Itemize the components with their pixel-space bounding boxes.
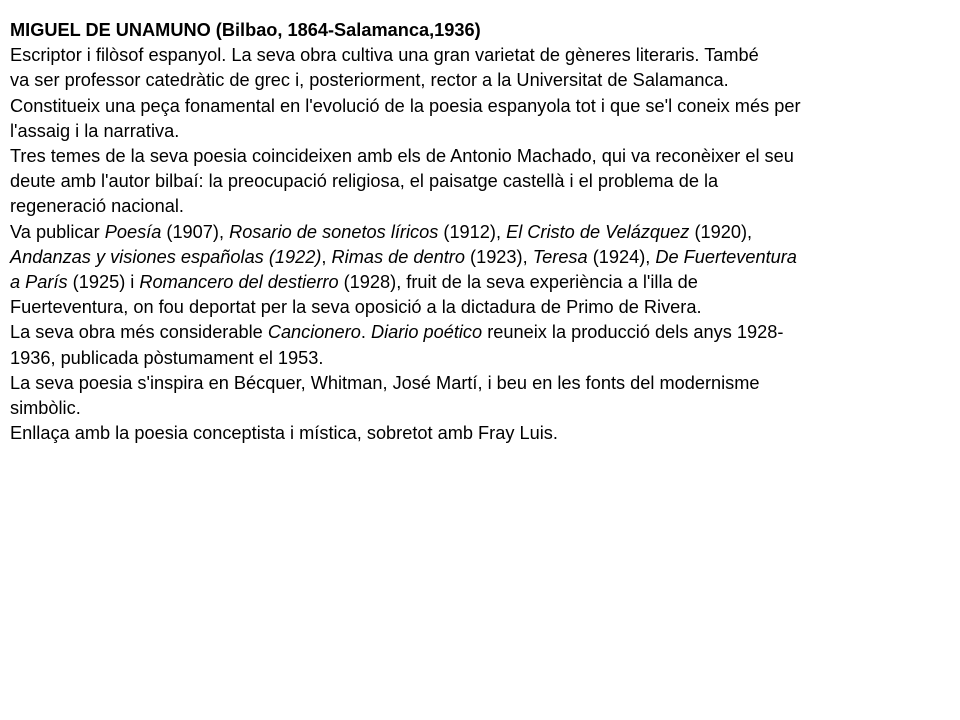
text-line <box>10 245 945 270</box>
text-line <box>10 220 945 245</box>
text-line <box>10 270 945 295</box>
book-title: Rosario de sonetos líricos <box>229 221 439 242</box>
book-title: Andanzas y visiones españolas (1922) <box>10 246 322 267</box>
document-body <box>10 18 945 446</box>
text-run: (1907), <box>161 221 230 242</box>
paragraph-major-works <box>10 320 945 370</box>
paragraph-influences <box>10 371 945 421</box>
text-run: (1920), <box>689 221 753 242</box>
paragraph-themes <box>10 144 945 220</box>
paragraph-biography <box>10 43 945 144</box>
document-title: MIGUEL DE UNAMUNO (Bilbao, 1864-Salamanca,1936) <box>10 20 481 40</box>
book-title: De Fuerteventura <box>655 246 797 267</box>
text-line: Tres temes de la seva poesia coincideixen amb els de Antonio Machado, qui va reconèixer el seu <box>10 146 794 167</box>
text-run: (1912), <box>438 221 507 242</box>
text-run: (1924), <box>587 246 656 267</box>
book-title: Rimas de dentro <box>331 246 465 267</box>
text-line: Escriptor i filòsof espanyol. La seva obra cultiva una gran varietat de gèneres literaris. També <box>10 45 759 66</box>
text-line: Fuerteventura, on fou deportat per la seva oposició a la dictadura de Primo de Rivera. <box>10 297 702 318</box>
text-line: l'assaig i la narrativa. <box>10 120 180 141</box>
paragraph-connections <box>10 421 945 446</box>
book-title: Romancero del destierro <box>139 272 339 293</box>
text-run: (1925) i <box>67 272 140 293</box>
text-run: Va publicar <box>10 221 105 242</box>
book-title: El Cristo de Velázquez <box>506 221 690 242</box>
text-run: (1923), <box>464 246 533 267</box>
text-run: , <box>321 246 332 267</box>
book-title: a París <box>10 272 68 293</box>
book-title: Teresa <box>532 246 588 267</box>
text-line: 1936, publicada pòstumament el 1953. <box>10 347 324 368</box>
text-line: deute amb l'autor bilbaí: la preocupació religiosa, el paisatge castellà i el problema de la <box>10 171 719 192</box>
text-run: reuneix la producció dels anys 1928- <box>482 322 784 343</box>
text-line: va ser professor catedràtic de grec i, posteriorment, rector a la Universitat de Salamanca. <box>10 70 729 91</box>
book-title: Diario poético <box>370 322 483 343</box>
text-run: . <box>360 322 371 343</box>
text-line: Enllaça amb la poesia conceptista i mística, sobretot amb Fray Luis. <box>10 423 558 444</box>
book-title: Cancionero <box>267 322 361 343</box>
text-run: (1928), fruit de la seva experiència a l'illa de <box>338 272 698 293</box>
text-line: Constitueix una peça fonamental en l'evolució de la poesia espanyola tot i que se'l coneix més per <box>10 95 801 116</box>
text-line: simbòlic. <box>10 398 81 419</box>
text-line <box>10 320 945 345</box>
book-title: Poesía <box>104 221 162 242</box>
paragraph-publications <box>10 220 945 321</box>
text-run: La seva obra més considerable <box>10 322 268 343</box>
text-line: La seva poesia s'inspira en Bécquer, Whitman, José Martí, i beu en les fonts del modernisme <box>10 372 760 393</box>
text-line: regeneració nacional. <box>10 196 184 217</box>
